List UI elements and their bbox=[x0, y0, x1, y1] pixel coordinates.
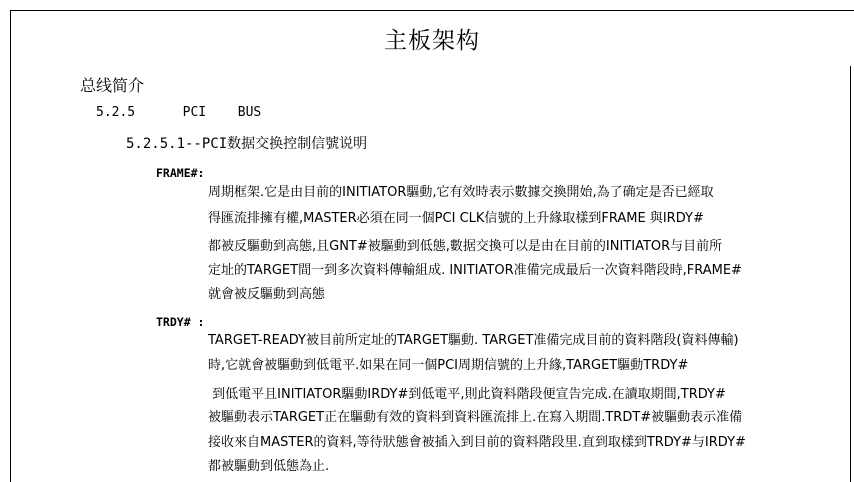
signal-text-line: 被驅動表示TARGET正在驅動有效的資料到資料匯流排上.在寫入期間.TRDT#被驅動表示准備 bbox=[208, 410, 743, 425]
subsection-heading: 5.2.5 PCI BUS bbox=[96, 105, 262, 120]
signal-text-line: 時,它就會被驅動到低電平.如果在同一個PCI周期信號的上升緣,TARGET驅動TRDY# bbox=[208, 358, 689, 373]
page-title: 主板架构 bbox=[384, 28, 480, 54]
signal-text-line: 定址的TARGET間一到多次資料傳輸組成. INITIATOR准備完成最后一次資料階段時,FRAME# bbox=[208, 263, 742, 278]
frame-left-border bbox=[10, 10, 11, 482]
signal-name-frame: FRAME#: bbox=[156, 166, 205, 180]
signal-text-line: 就會被反驅動到高態 bbox=[208, 287, 326, 302]
frame-top-border bbox=[10, 10, 854, 11]
signal-text-line: 得匯流排擁有權,MASTER必須在同一個PCI CLK信號的上升緣取樣到FRAME 與IRDY# bbox=[208, 211, 704, 226]
subsubsection-heading: 5.2.5.1--PCI数据交换控制信號说明 bbox=[126, 136, 368, 152]
signal-name-trdy: TRDY# : bbox=[156, 315, 205, 329]
signal-text-line: 周期框架.它是由目前的INITIATOR驅動,它有效時表示數據交換開始,為了确定是否已經取 bbox=[208, 185, 714, 200]
section-heading: 总线简介 bbox=[80, 76, 145, 95]
signal-text-line: 到低電平且INITIATOR驅動IRDY#到低電平,則此資料階段便宣告完成.在讀取期間,TRDY# bbox=[208, 387, 726, 402]
signal-text-line: 都被驅動到低態為止. bbox=[208, 459, 330, 474]
signal-text-line: 接收來自MASTER的資料,等待狀態會被插入到目前的資料階段里.直到取樣到TRDY#与IRDY# bbox=[208, 435, 746, 450]
signal-text-line: 都被反驅動到高態,且GNT#被驅動到低態,數据交換可以是由在目前的INITIATOR与目前所 bbox=[208, 239, 723, 254]
signal-text-line: TARGET-READY被目前所定址的TARGET驅動. TARGET准備完成目前的資料階段(資料傳輸) bbox=[208, 333, 739, 348]
frame-right-border bbox=[850, 66, 851, 482]
